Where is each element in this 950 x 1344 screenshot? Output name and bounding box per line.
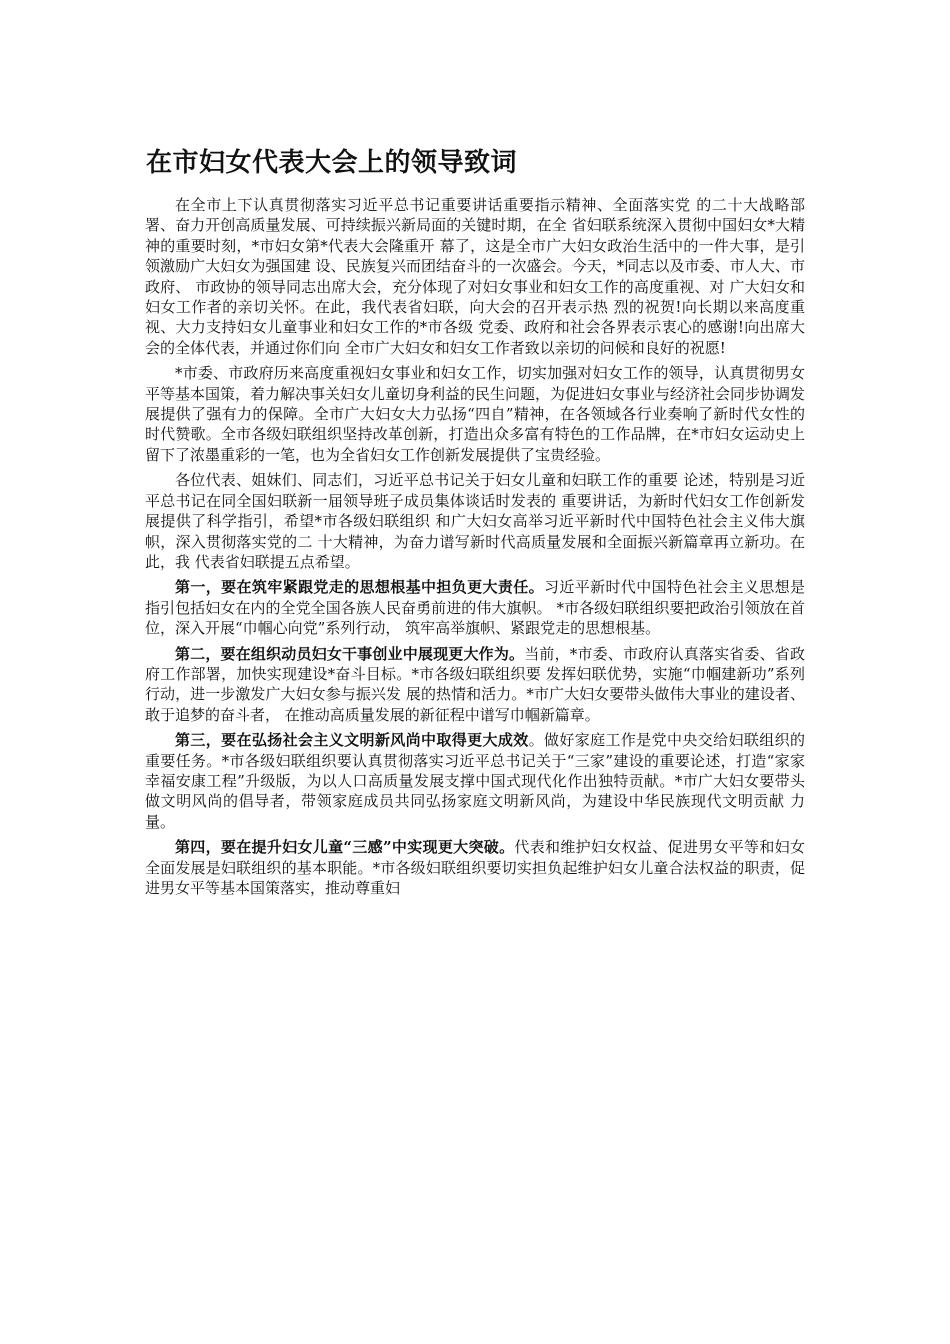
paragraph-lead: 第四，要在提升妇女儿童“三感”中实现更大突破。 — [175, 838, 515, 857]
document-body — [145, 195, 805, 903]
paragraph-text: 。做好家庭工作是党中央交给妇联组织的重要任务。*市各级妇联组织要认真贯彻落实习近平总书记关于“三家”建设的重要论述，打造“家家幸福安康工程”升级版，为以人口高质量发展支撑中国式现代化作出独特贡献。*市广大妇女要带头做文明风尚的倡导者，带领家庭成员共同弘扬家庭文明新风尚，为建设中华民族现代文明贡献 力量。 — [145, 731, 805, 831]
paragraph-lead: 第二，要在组织动员妇女干事创业中展现更大作为。 — [175, 644, 525, 663]
paragraph-text: 习近平新时代中国特色社会主义思想是指引包括妇女在内的全党全国各族人民奋勇前进的伟大旗帜。 *市各级妇联组织要把政治引领放在首位，深入开展“巾帼心向党”系列行动， 筑牢高举旗帜、紧跟党走的思想根基。 — [145, 578, 805, 638]
paragraph-hope-3 — [145, 730, 805, 832]
paragraph-text: *市委、市政府历来高度重视妇女事业和妇女工作，切实加强对妇女工作的领导，认真贯彻男女平等基本国策，着力解决事关妇女儿童切身利益的民生问题，为促进妇女事业与经济社会同步协调发展提供了强有力的保障。全市广大妇女大力弘扬“四自”精神，在各领域各行业奏响了新时代女性的时代赞歌。全市各级妇联组织坚持改革创新，打造出众多富有特色的工作品牌，在*市妇女运动史上留下了浓墨重彩的一笔，也为全省妇女工作创新发展提供了宝贵经验。 — [145, 364, 806, 464]
document-title: 在市妇女代表大会上的领导致词 — [146, 148, 518, 178]
paragraph-city-support — [145, 363, 805, 465]
paragraph-text: 在全市上下认真贯彻落实习近平总书记重要讲话重要指示精神、全面落实党 的二十大战略部署、奋力开创高质量发展、可持续振兴新局面的关键时期，在全 省妇联系统深入贯彻中国妇女*大精神的重要时刻，*市妇女第*代表大会隆重开 幕了，这是全市广大妇女政治生活中的一件大事，是引领激励广大妇女为强国建 设、民族复兴而团结奋斗的一次盛会。今天，*同志以及市委、市人大、市政府、 市政协的领导同志出席大会，充分体现了对妇女事业和妇女工作的高度重视、对 广大妇女和妇女工作者的亲切关怀。在此，我代表省妇联，向大会的召开表示热 烈的祝贺!向长期以来高度重视、大力支持妇女儿童事业和妇女工作的*市各级 党委、政府和社会各界表示衷心的感谢!向出席大会的全体代表，并通过你们向 全市广大妇女和妇女工作者致以亲切的问候和良好的祝愿! — [145, 196, 805, 357]
paragraph-hope-2 — [145, 644, 805, 726]
paragraph-text: 当前，*市委、市政府认真落实省委、省政府工作部署，加快实现建设*奋斗目标。*市各级妇联组织要 发挥妇联优势，实施“巾帼建新功”系列行动，进一步激发广大妇女参与振兴发 展的热情和活力。*市广大妇女要带头做伟大事业的建设者、敢于追梦的奋斗者， 在推动高质量发展的新征程中谱写巾帼新篇章。 — [145, 644, 805, 724]
paragraph-five-hopes — [145, 470, 805, 572]
paragraph-lead: 第三，要在弘扬社会主义文明新风尚中取得更大成效 — [175, 731, 529, 750]
paragraph-text: 代表和维护妇女权益、促进男女平等和妇女全面发展是妇联组织的基本职能。*市各级妇联组织要切实担负起维护妇女儿童合法权益的职责，促进男女平等基本国策落实，推动尊重妇 — [145, 838, 805, 897]
paragraph-lead: 第一，要在筑牢紧跟党走的思想根基中担负更大责任。 — [175, 578, 544, 597]
paragraph-hope-4 — [145, 837, 805, 898]
paragraph-text: 各位代表、姐妹们、同志们，习近平总书记关于妇女儿童和妇联工作的重要 论述，特别是习近平总书记在同全国妇联新一届领导班子成员集体谈话时发表的 重要讲话，为新时代妇女工作创新发展提供了科学指引，希望*市各级妇联组织 和广大妇女高举习近平新时代中国特色社会主义伟大旗帜，深入贯彻落实党的二 十大精神，为奋力谱写新时代高质量发展和全面振兴新篇章再立新功。在此，我 代表省妇联提五点希望。 — [145, 471, 805, 571]
paragraph-hope-1 — [145, 577, 805, 638]
paragraph-opening — [145, 195, 805, 358]
